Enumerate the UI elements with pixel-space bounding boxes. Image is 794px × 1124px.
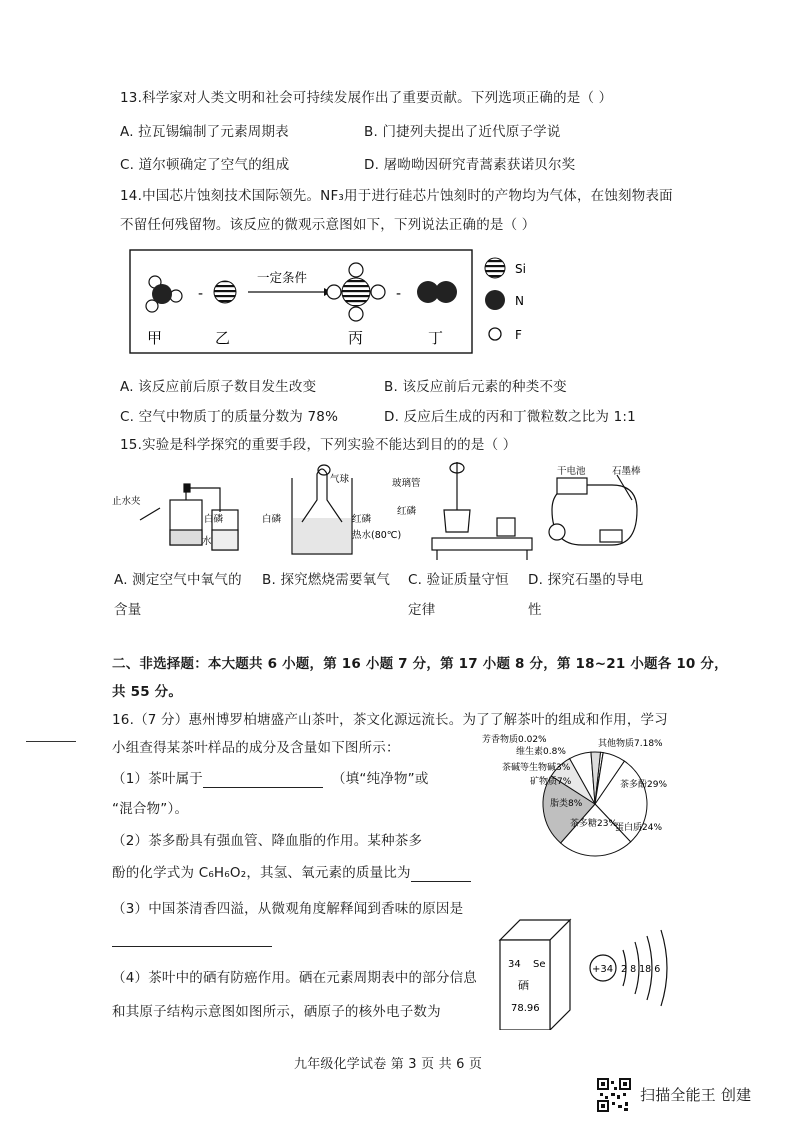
pie-slice-label: 矿物质7%	[530, 777, 572, 787]
label-d2: 石墨棒	[612, 466, 641, 477]
q14-option-d: D. 反应后生成的丙和丁微粒数之比为 1:1	[384, 409, 636, 425]
q14-option-c: C. 空气中物质丁的质量分数为 78%	[120, 409, 339, 425]
q13-option-a: A. 拉瓦锡编制了元素周期表	[120, 124, 289, 140]
q13-option-c: C. 道尔顿确定了空气的组成	[120, 157, 290, 173]
q15-option-c-line1: C. 验证质量守恒	[408, 572, 509, 588]
label-b4: 热水(80℃)	[352, 530, 402, 541]
q16-stem-line2: 小组查得某茶叶样品的成分及含量如下图所示：	[112, 740, 400, 756]
pie-slice-label: 蛋白质24%	[615, 823, 663, 833]
se-nucleus: +34	[592, 964, 614, 975]
q16-part4-line2: 和其原子结构示意图如图所示，硒原子的核外电子数为	[112, 1004, 441, 1020]
selenium-element-card	[495, 915, 575, 1030]
label-a3: 水	[202, 536, 212, 547]
label-b2: 白磷	[262, 514, 282, 525]
q15-option-d-line2: 性	[528, 602, 542, 618]
margin-mark	[26, 741, 76, 742]
q16-stem-line1: 16.（7 分）惠州博罗柏塘盛产山茶叶，茶文化源远流长。为了了解茶叶的组成和作用，学习	[112, 712, 668, 728]
reaction-condition: 一定条件	[257, 270, 308, 285]
pie-slice-label: 脂类8%	[550, 799, 583, 809]
pie-slice-label: 茶多糖23%	[570, 819, 618, 829]
molecule-ding	[417, 281, 457, 303]
q16-part2-line1: （2）茶多酚具有强血管、降血脂的作用。某种茶多	[112, 833, 423, 849]
section2-heading-line1: 二、非选择题：本大题共 6 小题，第 16 小题 7 分，第 17 小题 8 分，第 18~21 小题各 10 分，	[112, 656, 728, 672]
q14-option-a: A. 该反应前后原子数目发生改变	[120, 379, 317, 395]
q15-stem: 15.实验是科学探究的重要手段，下列实验不能达到目的的是（ ）	[120, 437, 517, 453]
q16-part1-suffix: （填“纯净物”或	[331, 771, 429, 787]
label-c1: 玻璃管	[392, 478, 421, 489]
q16-part3-blank[interactable]	[112, 930, 272, 947]
q16-part2-blank[interactable]	[411, 865, 471, 882]
q15-apparatus-figures	[112, 460, 652, 560]
se-atomic-number: 34	[508, 959, 521, 970]
legend-n: N	[515, 294, 524, 308]
tea-composition-pie-chart	[420, 732, 670, 862]
pie-slice-label: 维生素0.8%	[516, 747, 566, 757]
molecule-yi	[214, 281, 236, 303]
svg-text:-: -	[396, 286, 402, 302]
q16-part4-line1: （4）茶叶中的硒有防癌作用。硒在元素周期表中的部分信息	[112, 970, 477, 986]
apparatus-d	[549, 475, 637, 545]
label-b1: 气球	[330, 474, 350, 485]
q14-reaction-diagram	[110, 240, 530, 365]
q13-option-b: B. 门捷列夫提出了近代原子学说	[364, 124, 561, 140]
legend-si: Si	[515, 262, 526, 276]
apparatus-c	[432, 462, 532, 560]
se-electron-shells: 2 8 18 6	[621, 964, 661, 975]
q16-part1	[112, 767, 429, 788]
q13-stem: 13.科学家对人类文明和社会可持续发展作出了重要贡献。下列选项正确的是（ ）	[120, 90, 613, 106]
se-symbol: Se	[533, 959, 546, 970]
label-b3: 红磷	[352, 514, 372, 525]
label-c2: 红磷	[397, 506, 417, 517]
q13-option-d: D. 屠呦呦因研究青蒿素获诺贝尔奖	[364, 157, 576, 173]
label-bing: 丙	[348, 329, 364, 347]
q16-part3-line2	[112, 930, 272, 947]
label-a2: 白磷	[204, 514, 224, 525]
q14-stem-line2: 不留任何残留物。该反应的微观示意图如下，下列说法正确的是（ ）	[120, 217, 536, 233]
se-name: 硒	[518, 979, 529, 992]
pie-slice-label: 茶多酚29%	[620, 780, 668, 790]
pie-slice-label: 芳香物质0.02%	[482, 735, 547, 745]
section2-heading-line2: 共 55 分。	[112, 684, 183, 700]
svg-text:-: -	[198, 286, 204, 302]
q15-option-d-line1: D. 探究石墨的导电	[528, 572, 644, 588]
q15-option-c-line2: 定律	[408, 602, 436, 618]
label-jia: 甲	[147, 329, 163, 347]
se-atomic-mass: 78.96	[511, 1003, 540, 1014]
q15-option-a-line1: A. 测定空气中氧气的	[114, 572, 242, 588]
label-ding: 丁	[428, 329, 444, 347]
q15-option-a-line2: 含量	[114, 602, 142, 618]
molecule-bing	[327, 263, 385, 321]
qr-code-icon	[597, 1078, 631, 1112]
watermark-text: 扫描全能王 创建	[640, 1086, 752, 1104]
pie-slice-label: 茶碱等生物碱3%	[502, 763, 571, 773]
q16-part1-blank[interactable]	[203, 771, 323, 788]
label-d1: 干电池	[557, 466, 586, 477]
molecule-jia	[146, 276, 182, 312]
q15-option-b-line1: B. 探究燃烧需要氧气	[262, 572, 391, 588]
q16-part3-line1: （3）中国茶清香四溢，从微观角度解释闻到香味的原因是	[112, 901, 464, 917]
apparatus-a	[140, 484, 238, 550]
pie-slice-label: 其他物质7.18%	[598, 739, 663, 749]
q16-part1-prefix: （1）茶叶属于	[112, 771, 203, 787]
q14-option-b: B. 该反应前后元素的种类不变	[384, 379, 567, 395]
page-footer: 九年级化学试卷 第 3 页 共 6 页	[294, 1057, 483, 1072]
label-yi: 乙	[215, 329, 231, 347]
q16-part2-line2	[112, 861, 471, 882]
label-a1: 止水夹	[112, 496, 141, 507]
q16-part1-line2: “混合物”）。	[112, 801, 189, 817]
q14-stem-line1: 14.中国芯片蚀刻技术国际领先。NF₃用于进行硅芯片蚀刻时的产物均为气体，在蚀刻物表面	[120, 188, 673, 204]
selenium-atom-structure	[585, 928, 695, 1008]
q16-part2-text: 酚的化学式为 C₆H₆O₂，其氢、氧元素的质量比为	[112, 865, 411, 881]
legend-f: F	[515, 328, 522, 342]
